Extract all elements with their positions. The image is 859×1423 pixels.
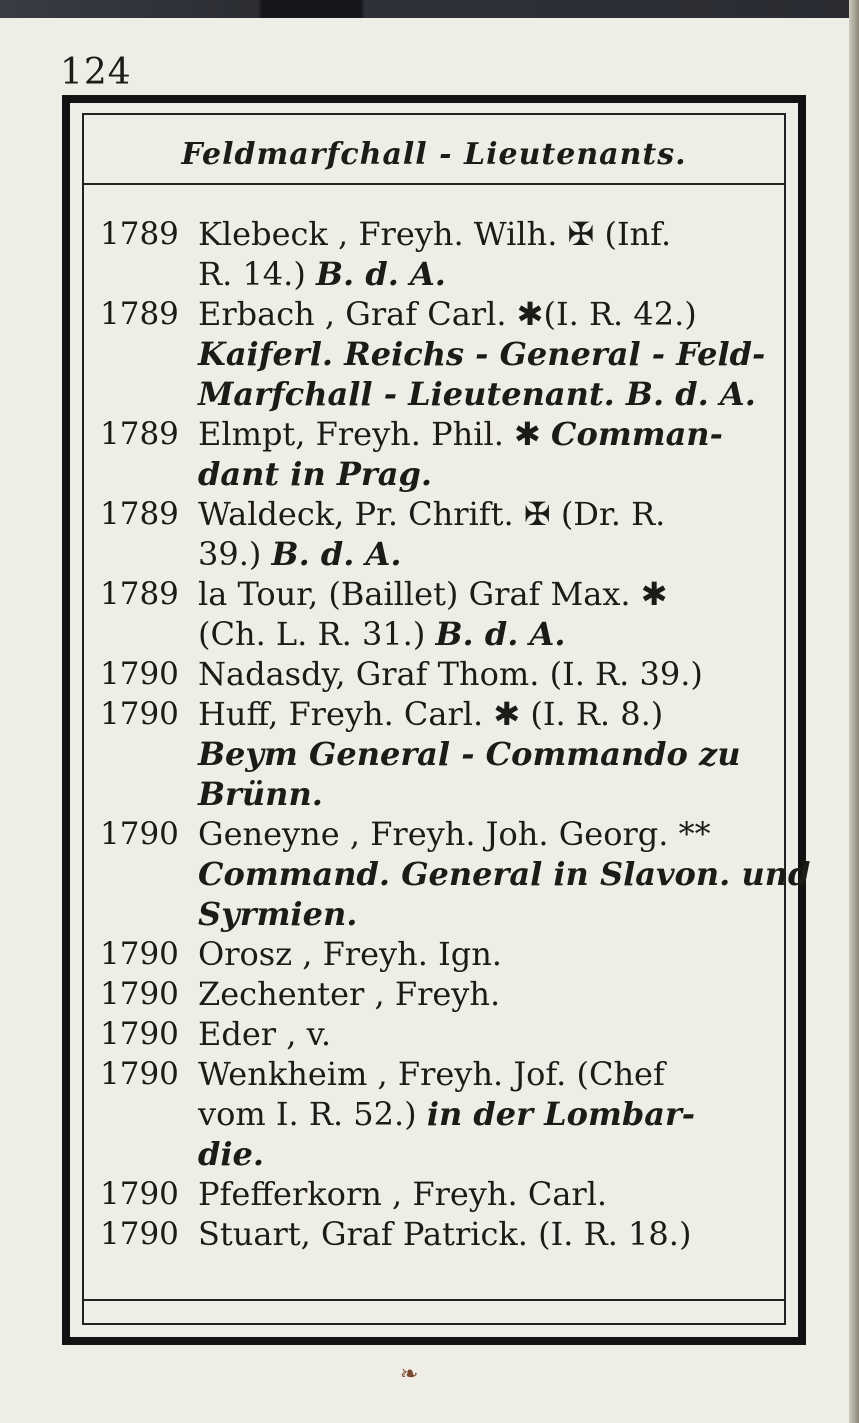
entry-italic-segment: Marfchall - Lieutenant. B. d. A. <box>198 375 756 413</box>
entry-line <box>198 214 800 254</box>
entry-line <box>198 614 800 654</box>
entry-year: 1790 <box>100 1016 179 1052</box>
entry-year: 1789 <box>100 576 179 612</box>
entry <box>100 934 800 974</box>
entry-year: 1790 <box>100 936 179 972</box>
entry-line <box>198 774 800 814</box>
entry-text <box>198 934 800 974</box>
entry-segment: Huff, Freyh. Carl. ✱ (I. R. 8.) <box>198 695 664 733</box>
entry-segment: Nadasdy, Graf Thom. (I. R. 39.) <box>198 655 703 693</box>
entry-year: 1790 <box>100 1056 179 1092</box>
section-title: Feldmarfchall - Lieutenants. <box>181 137 687 172</box>
entry-segment: Geneyne , Freyh. Joh. Georg. ** <box>198 815 711 853</box>
entry <box>100 1054 800 1174</box>
entry-year: 1789 <box>100 416 179 452</box>
entry-segment: Elmpt, Freyh. Phil. ✱ <box>198 415 552 453</box>
entry-italic-segment: Syrmien. <box>198 895 358 933</box>
entry-year: 1789 <box>100 296 179 332</box>
title-rule <box>84 183 784 185</box>
ornament-icon: ❧ <box>400 1362 419 1387</box>
entry-segment: Klebeck , Freyh. Wilh. ✠ (Inf. <box>198 215 672 253</box>
entry-year: 1790 <box>100 656 179 692</box>
entry-line <box>198 294 800 334</box>
entry <box>100 974 800 1014</box>
entry-text <box>198 1174 800 1214</box>
entry-line <box>198 1054 800 1094</box>
entry-italic-segment: in der Lombar- <box>426 1095 696 1133</box>
entry-segment: Pfefferkorn , Freyh. Carl. <box>198 1175 608 1213</box>
entry-line <box>198 374 800 414</box>
entry-line <box>198 1174 800 1214</box>
entry <box>100 494 800 574</box>
entry-year: 1789 <box>100 496 179 532</box>
entry-italic-segment: die. <box>198 1135 265 1173</box>
entry-list <box>100 214 811 1254</box>
entry-italic-segment: B. d. A. <box>435 615 566 653</box>
entry-segment: Stuart, Graf Patrick. (I. R. 18.) <box>198 1215 692 1253</box>
entry-line <box>198 574 800 614</box>
entry-text <box>198 214 800 294</box>
entry-line <box>198 1094 800 1134</box>
entry-text <box>198 414 800 494</box>
entry-line <box>198 694 800 734</box>
page-top-edge <box>0 0 859 18</box>
entry-line <box>198 334 800 374</box>
entry-segment: 39.) <box>198 535 272 573</box>
entry-text <box>198 294 800 414</box>
entry-segment: Orosz , Freyh. Ign. <box>198 935 502 973</box>
entry-line <box>198 454 800 494</box>
entry-line <box>198 1214 800 1254</box>
entry-italic-segment: Command. General in Slavon. und <box>198 855 811 893</box>
entry <box>100 294 800 414</box>
entry-italic-segment: dant in Prag. <box>198 455 433 493</box>
entry-year: 1790 <box>100 816 179 852</box>
entry-line <box>198 1014 800 1054</box>
entry-line <box>198 934 800 974</box>
entry-year: 1790 <box>100 1216 179 1252</box>
entry-line <box>198 534 800 574</box>
entry-line <box>198 974 800 1014</box>
entry-text <box>198 814 810 934</box>
entry <box>100 414 800 494</box>
entry <box>100 214 800 294</box>
entry-year: 1790 <box>100 1176 179 1212</box>
entry-text <box>198 654 800 694</box>
entry-year: 1790 <box>100 976 179 1012</box>
entry-line <box>198 854 810 894</box>
entry-text <box>198 1214 800 1254</box>
entry-year: 1790 <box>100 696 179 732</box>
entry-segment: Eder , v. <box>198 1015 332 1053</box>
entry-segment: Waldeck, Pr. Chrift. ✠ (Dr. R. <box>198 495 666 533</box>
entry-line <box>198 254 800 294</box>
entry-segment: Erbach , Graf Carl. ✱(I. R. 42.) <box>198 295 697 333</box>
entry-text <box>198 494 800 574</box>
entry-line <box>198 494 800 534</box>
entry-line <box>198 1134 800 1174</box>
entry-line <box>198 654 800 694</box>
entry-text <box>198 1014 800 1054</box>
entry-italic-segment: B. d. A. <box>315 255 446 293</box>
entry-segment: la Tour, (Baillet) Graf Max. ✱ <box>198 575 668 613</box>
entry-segment: Zechenter , Freyh. <box>198 975 501 1013</box>
entry-text <box>198 574 800 654</box>
entry-line <box>198 814 810 854</box>
entry <box>100 1214 800 1254</box>
page-right-edge <box>849 0 859 1423</box>
entry <box>100 814 811 934</box>
entry <box>100 654 800 694</box>
entry-segment: (Ch. L. R. 31.) <box>198 615 436 653</box>
entry-italic-segment: Brünn. <box>198 775 323 813</box>
entry <box>100 1014 800 1054</box>
entry-line <box>198 414 800 454</box>
entry <box>100 574 800 654</box>
bottom-rule <box>84 1299 784 1301</box>
entry-segment: R. 14.) <box>198 255 316 293</box>
entry-segment: Wenkheim , Freyh. Jof. (Chef <box>198 1055 665 1093</box>
entry-text <box>198 1054 800 1174</box>
entry-segment: vom I. R. 52.) <box>198 1095 427 1133</box>
entry-text <box>198 694 800 814</box>
entry-line <box>198 894 810 934</box>
entry <box>100 694 800 814</box>
entry-italic-segment: B. d. A. <box>271 535 402 573</box>
entry-italic-segment: Beym General - Commando zu <box>198 735 741 773</box>
entry <box>100 1174 800 1214</box>
entry-italic-segment: Kaiferl. Reichs - General - Feld- <box>198 335 766 373</box>
entry-italic-segment: Comman- <box>551 415 723 453</box>
entry-year: 1789 <box>100 216 179 252</box>
entry-text <box>198 974 800 1014</box>
entry-line <box>198 734 800 774</box>
page-number: 124 <box>60 52 132 93</box>
